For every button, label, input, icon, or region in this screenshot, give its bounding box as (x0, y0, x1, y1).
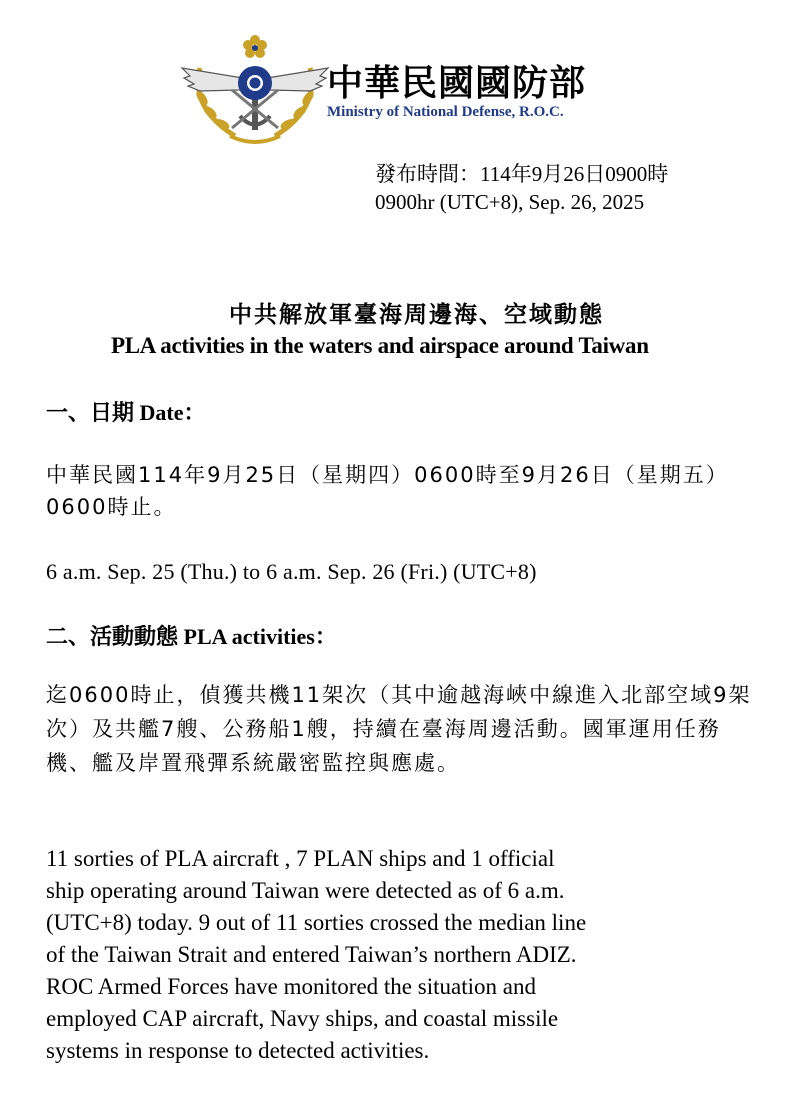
activities-en-line: of the Taiwan Strait and entered Taiwan’s northern ADIZ. (46, 942, 577, 967)
org-name-zh: 中華民國國防部 (327, 63, 587, 104)
release-time-zh: 發布時間：114年9月26日0900時 (375, 162, 669, 186)
org-name-en: Ministry of National Defense, R.O.C. (327, 104, 564, 120)
activities-en-line: (UTC+8) today. 9 out of 11 sorties crossed the median line (46, 910, 587, 935)
date-range-zh: 中華民國114年9月25日（星期四）0600時至9月26日（星期五）0600時止。 (46, 463, 729, 519)
release-time-en: 0900hr (UTC+8), Sep. 26, 2025 (375, 190, 645, 214)
activities-en-line: ROC Armed Forces have monitored the situation and (46, 974, 536, 999)
document-title-en: PLA activities in the waters and airspace around Taiwan (111, 333, 649, 358)
activities-paragraph-zh: 迄0600時止，偵獲共機11架次（其中逾越海峽中線進入北部空域9架次）及共艦7艘、公務船1艘，持續在臺海周邊活動。國軍運用任務機、艦及岸置飛彈系統嚴密監控與應處。 (46, 683, 752, 775)
section-activities-heading: 二、活動動態 PLA activities： (46, 624, 337, 649)
date-range-en: 6 a.m. Sep. 25 (Thu.) to 6 a.m. Sep. 26 (Fri.) (UTC+8) (46, 559, 537, 584)
section-date-heading: 一、日期 Date： (46, 400, 206, 425)
mnd-emblem-icon (180, 28, 330, 148)
activities-en-line: systems in response to detected activities. (46, 1038, 430, 1063)
activities-en-line: employed CAP aircraft, Navy ships, and coastal missile (46, 1006, 559, 1031)
activities-en-line: 11 sorties of PLA aircraft , 7 PLAN ships and 1 official (46, 846, 555, 871)
activities-en-line: ship operating around Taiwan were detected as of 6 a.m. (46, 878, 565, 903)
activities-paragraph-en (46, 843, 746, 1067)
document-title-zh: 中共解放軍臺海周邊海、空域動態 (229, 301, 604, 328)
